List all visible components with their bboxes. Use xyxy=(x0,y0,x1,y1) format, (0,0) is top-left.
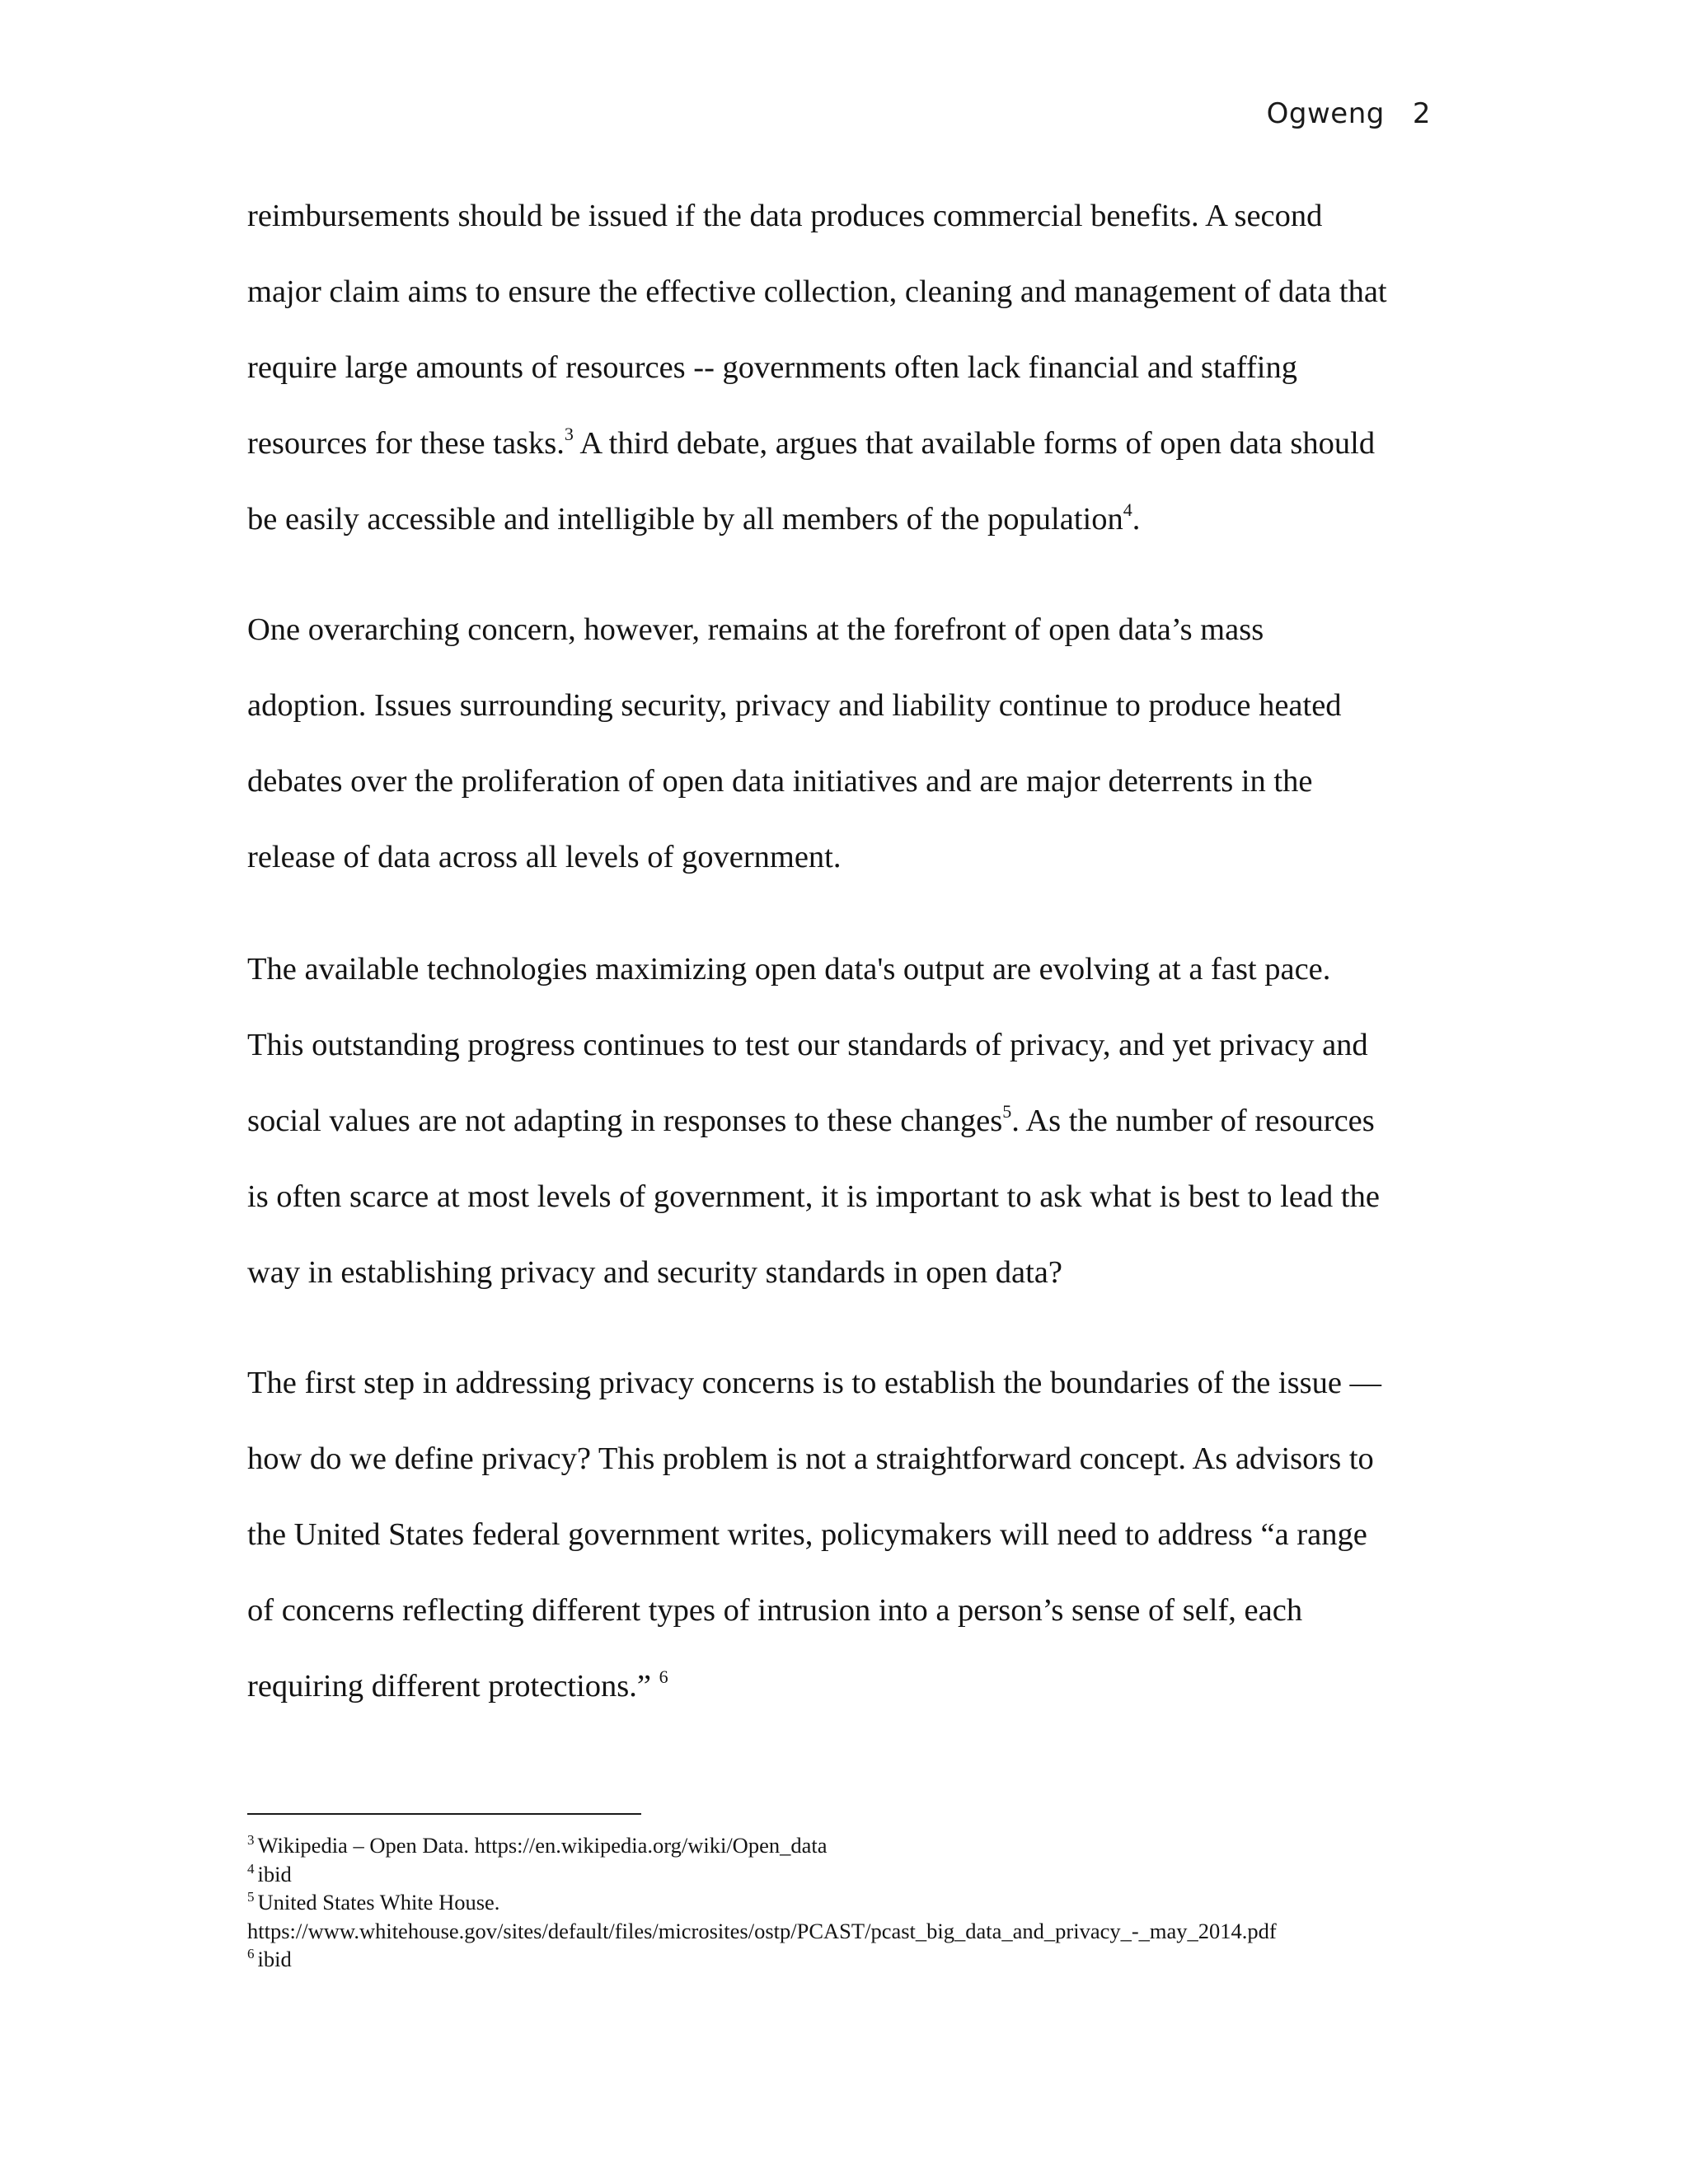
text-line: way in establishing privacy and security standards in open data? xyxy=(247,1255,1062,1290)
text-segment: be easily accessible and intelligible by all members of the population xyxy=(247,502,1123,537)
footnote-number: 6 xyxy=(247,1946,255,1961)
text-segment: . xyxy=(1132,502,1141,537)
text-line: major claim aims to ensure the effective collection, cleaning and management of data that xyxy=(247,274,1387,309)
paragraph-3 xyxy=(247,931,1451,1310)
footnote-number: 3 xyxy=(247,1832,255,1848)
text-line xyxy=(247,1083,1451,1159)
paragraph-2 xyxy=(247,592,1451,895)
footnote-marker: 4 xyxy=(1123,499,1132,520)
footnote-3 xyxy=(247,1831,1451,1860)
text-line: is often scarce at most levels of government, it is important to ask what is best to lead the xyxy=(247,1179,1380,1214)
footnote-6 xyxy=(247,1945,1451,1974)
footnote-text: ibid xyxy=(257,1861,292,1886)
footnote-text: https://www.whitehouse.gov/sites/default/files/microsites/ostp/PCAST/pcast_big_data_and_privacy_-_may_2014.pdf xyxy=(247,1918,1277,1943)
text-segment: resources for these tasks. xyxy=(247,426,565,461)
text-line: One overarching concern, however, remains at the forefront of open data’s mass xyxy=(247,612,1264,647)
text-line xyxy=(247,405,1451,481)
page-number: 2 xyxy=(1412,97,1431,130)
text-line: adoption. Issues surrounding security, privacy and liability continue to produce heated xyxy=(247,688,1342,723)
paragraph-4 xyxy=(247,1345,1451,1724)
footnote-marker: 5 xyxy=(1002,1101,1012,1122)
footnote-text: United States White House. xyxy=(257,1890,500,1915)
text-line: require large amounts of resources -- governments often lack financial and staffing xyxy=(247,350,1297,385)
footnote-separator xyxy=(247,1813,641,1815)
footnote-text: ibid xyxy=(257,1947,292,1971)
text-line xyxy=(247,481,1451,557)
text-line: the United States federal government writes, policymakers will need to address “a range xyxy=(247,1517,1367,1552)
text-segment: requiring different protections.” xyxy=(247,1669,659,1704)
footnote-number: 5 xyxy=(247,1889,255,1905)
text-line: how do we define privacy? This problem is not a straightforward concept. As advisors to xyxy=(247,1441,1374,1476)
text-segment: . As the number of resources xyxy=(1011,1104,1375,1138)
footnote-4 xyxy=(247,1860,1451,1889)
text-line: of concerns reflecting different types of intrusion into a person’s sense of self, each xyxy=(247,1593,1303,1628)
text-line: The available technologies maximizing open data's output are evolving at a fast pace. xyxy=(247,952,1331,987)
running-header xyxy=(1267,97,1431,130)
text-line: This outstanding progress continues to test our standards of privacy, and yet privacy and xyxy=(247,1028,1368,1062)
text-line: debates over the proliferation of open data initiatives and are major deterrents in the xyxy=(247,764,1313,799)
text-segment: A third debate, argues that available forms of open data should xyxy=(573,426,1376,461)
text-segment: social values are not adapting in responses to these changes xyxy=(247,1104,1003,1138)
footnote-text: Wikipedia – Open Data. https://en.wikipedia.org/wiki/Open_data xyxy=(257,1833,828,1858)
paragraph-1 xyxy=(247,178,1451,557)
text-line: release of data across all levels of government. xyxy=(247,840,842,874)
footnote-5 xyxy=(247,1888,1451,1917)
footnote-5-url xyxy=(247,1917,1451,1946)
text-line xyxy=(247,1648,1451,1724)
header-author: Ogweng xyxy=(1266,97,1385,130)
text-line: reimbursements should be issued if the data produces commercial benefits. A second xyxy=(247,199,1323,233)
footnote-marker: 3 xyxy=(564,424,574,444)
footnote-number: 4 xyxy=(247,1860,255,1877)
footnotes xyxy=(247,1831,1451,1974)
footnote-marker: 6 xyxy=(659,1666,668,1687)
text-line: The first step in addressing privacy concerns is to establish the boundaries of the issue — xyxy=(247,1366,1382,1400)
